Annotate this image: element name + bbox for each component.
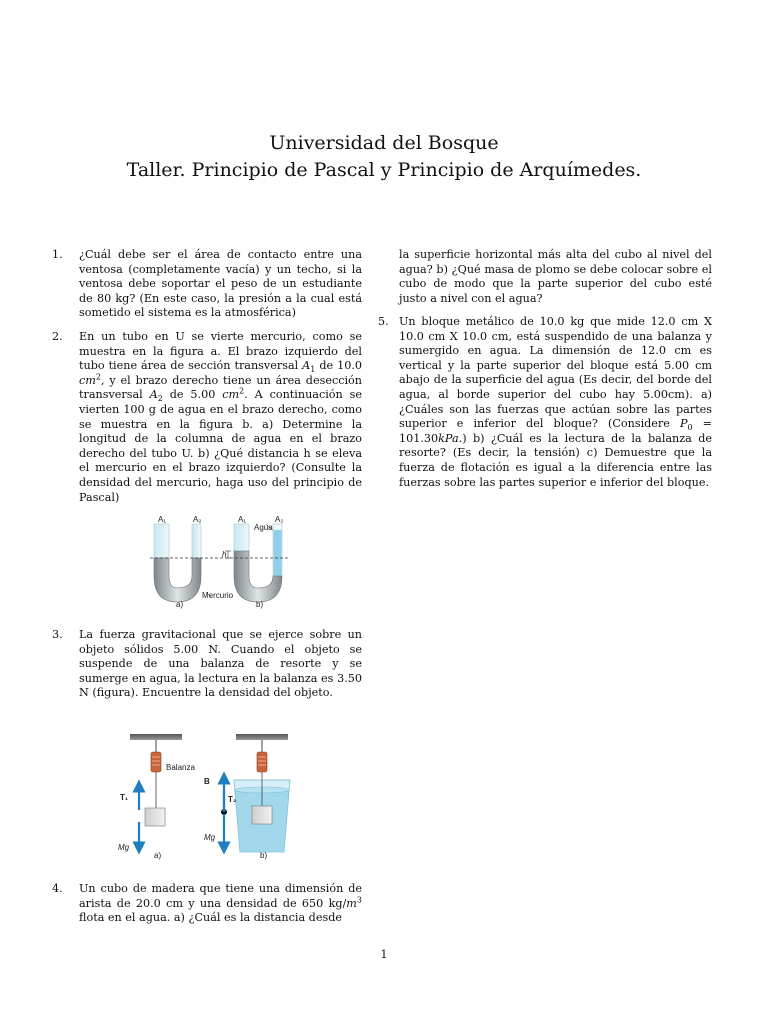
water-column — [274, 530, 282, 576]
support-bar-a — [130, 734, 182, 740]
label-A1-a: A₁ — [158, 515, 167, 524]
setup-a — [130, 734, 182, 848]
cube-a — [145, 808, 165, 826]
university-title: Universidad del Bosque — [269, 132, 499, 154]
problem-5-number: 5. — [378, 315, 389, 328]
label-A2-a: A₂ — [193, 515, 202, 524]
problem-3-text: La fuerza gravitacional que se ejerce sobre un objeto sólidos 5.00 N. Cuando el objeto se suspende de una balanza de resorte y se sumerge en agua, la lectura en la balanza es 3.50 N (figura). Encuentre la densidad del objeto. — [79, 628, 362, 700]
problem-4 — [52, 882, 362, 926]
problem-4-number: 4. — [52, 882, 63, 895]
problem-5 — [378, 315, 712, 490]
utube-a — [154, 524, 201, 602]
label-A2-b: A₂ — [275, 515, 284, 524]
support-bar-b — [236, 734, 288, 740]
label-utube-b: b) — [256, 600, 264, 609]
label-setup-a: a) — [154, 851, 162, 860]
label-setup-b: b) — [260, 851, 268, 860]
utube-b — [234, 524, 282, 602]
utube-figure — [148, 514, 298, 610]
balanza-figure — [112, 730, 312, 862]
problem-3 — [52, 628, 362, 701]
problem-2-number: 2. — [52, 330, 63, 343]
problem-3-number: 3. — [52, 628, 63, 641]
problem-4-continued — [378, 248, 712, 306]
cube-b — [252, 806, 272, 824]
label-T2: T₂ — [228, 795, 237, 804]
label-agua: Agua — [254, 523, 273, 532]
label-h: h — [222, 550, 227, 559]
label-Mg-a: Mg — [118, 843, 130, 852]
problem-4-text-right: la superficie horizontal más alta del cubo al nivel del agua? b) ¿Qué masa de plomo se debe colocar sobre el cubo de modo que la parte superior del cubo esté justo a nivel con el agua? — [399, 248, 712, 305]
problem-1 — [52, 248, 362, 321]
label-Mg-b: Mg — [204, 833, 216, 842]
page-number: 1 — [380, 948, 388, 961]
spring-scale-a — [151, 752, 161, 772]
workshop-title: Taller. Principio de Pascal y Principio de Arquímedes. — [126, 159, 642, 181]
label-A1-b: A₁ — [238, 515, 247, 524]
label-utube-a: a) — [176, 600, 184, 609]
spring-scale-b — [257, 752, 267, 772]
label-T1: T₁ — [120, 793, 129, 802]
label-mercurio: Mercurio — [202, 591, 234, 600]
problem-1-text: ¿Cuál debe ser el área de contacto entre una ventosa (completamente vacía) y un techo, si la ventosa debe soportar el peso de un estudiante de 80 kg? (En este caso, la presión a la cual está sometido el sistema es la atmosférica) — [79, 248, 362, 320]
setup-b — [221, 734, 290, 852]
problem-4-text-left: Un cubo de madera que tiene una dimensión de arista de 20.0 cm y una densidad de 650 $kg/m^3$ flota en el agua. a) ¿Cuál es la distancia desde — [79, 882, 362, 925]
problem-5-text: Un bloque metálico de 10.0 kg que mide 12.0 cm X 10.0 cm X 10.0 cm, está suspendido de una balanza y sumergido en agua. La dimensión de 12.0 cm es vertical y la parte superior del bloque está 5.00 cm abajo de la superficie del agua (Es decir, del borde del agua, al borde superior del cubo hay 5.00cm). a) ¿Cuáles son las fuerzas que actúan sobre las partes superior e inferior del bloque? (Considere $P_0 = 101.30kPa$.) b) ¿Cuál es la lectura de la balanza de resorte? (Es decir, la tensión) c) Demuestre que la fuerza de flotación es igual a la diferencia entre las fuerzas sobre las partes superior e inferior del bloque. — [399, 315, 712, 489]
label-B: B — [204, 777, 210, 786]
problem-2-text: En un tubo en U se vierte mercurio, como se muestra en la figura a. El brazo izquierdo del tubo tiene área de sección transversal $A_1$ de 10.0 $cm^2$, y el brazo derecho tiene un área desección transversal $A_2$ de 5.00 $cm^2$. A continuación se vierten 100 g de agua en el brazo derecho, como se muestra en la figura b. a) Determine la longitud de la columna de agua en el brazo derecho del tubo U. b) ¿Qué distancia h se eleva el mercurio en el brazo izquierdo? (Consulte la densidad del mercurio, haga uso del principio de Pascal) — [79, 330, 362, 504]
problem-1-number: 1. — [52, 248, 63, 261]
label-balanza: Balanza — [166, 763, 195, 772]
problem-2 — [52, 330, 362, 505]
